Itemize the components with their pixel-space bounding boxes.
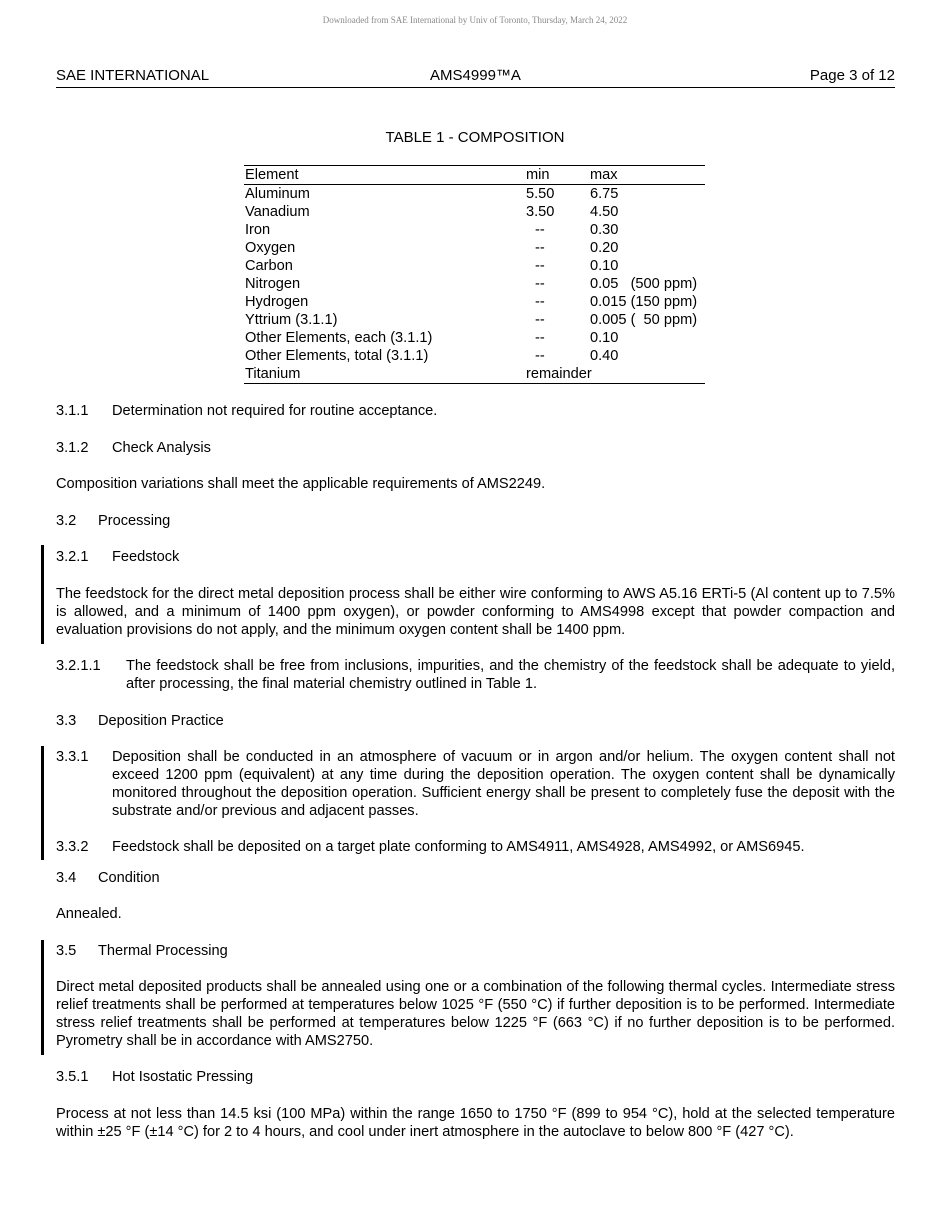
table-row <box>244 275 705 293</box>
section-title: Check Analysis <box>112 440 211 456</box>
element-name: Oxygen <box>245 240 296 256</box>
section-3-3-heading <box>56 712 895 730</box>
paragraph-3-2-1: The feedstock for the direct metal deposition process shall be either wire conforming to AWS A5.16 ERTi-5 (Al content up to 7.5% is allowed, and a minimum of 1400 ppm oxygen), or powder conforming to AMS4998 except that powder compaction and evaluation provisions do not apply, and the minimum oxygen content shall be 1400 ppm. <box>56 586 895 638</box>
element-name: Aluminum <box>245 186 310 202</box>
min-value: 3.50 <box>526 204 555 220</box>
column-header-min: min <box>526 167 550 183</box>
section-text: Determination not required for routine acceptance. <box>112 403 438 419</box>
section-number: 3.2.1.1 <box>56 658 101 674</box>
section-number: 3.2.1 <box>56 549 89 565</box>
table-row <box>244 365 705 383</box>
section-title: Thermal Processing <box>98 943 228 959</box>
section-number: 3.5.1 <box>56 1069 89 1085</box>
page-header <box>56 67 895 88</box>
table-header-row <box>244 166 705 185</box>
section-number: 3.4 <box>56 870 77 886</box>
section-number: 3.5 <box>56 943 77 959</box>
section-number: 3.1.2 <box>56 440 89 456</box>
section-title: Deposition Practice <box>98 713 224 729</box>
section-3-4-heading <box>56 869 895 887</box>
min-value: -- <box>535 330 545 346</box>
section-number: 3.1.1 <box>56 403 89 419</box>
table-row <box>244 293 705 311</box>
table-row <box>244 311 705 329</box>
min-value: -- <box>535 240 545 256</box>
section-title: Processing <box>98 513 171 529</box>
element-name: Carbon <box>245 258 293 274</box>
section-3-2-1-1 <box>56 657 895 693</box>
column-header-max: max <box>590 167 618 183</box>
section-text: The feedstock shall be free from inclusions, impurities, and the chemistry of the feedstock shall be adequate to yield, after processing, the final material chemistry outlined in Table 1. <box>126 658 895 692</box>
max-value: 0.10 <box>590 330 619 346</box>
min-value: 5.50 <box>526 186 555 202</box>
element-name: Other Elements, total (3.1.1) <box>245 348 429 364</box>
revision-change-bar <box>41 545 44 644</box>
max-value: 0.05 (500 ppm) <box>590 276 698 292</box>
section-title: Condition <box>98 870 160 886</box>
max-value: 0.015 (150 ppm) <box>590 294 698 310</box>
section-3-3-1 <box>56 748 895 820</box>
column-header-element: Element <box>245 167 299 183</box>
min-value: -- <box>535 276 545 292</box>
section-number: 3.3.2 <box>56 839 89 855</box>
table-row <box>244 203 705 221</box>
section-3-3-2 <box>56 838 895 856</box>
table-row <box>244 239 705 257</box>
element-name: Iron <box>245 222 271 238</box>
table-title: TABLE 1 - COMPOSITION <box>385 129 565 146</box>
max-value: 0.20 <box>590 240 619 256</box>
section-3-1-2-heading <box>56 439 895 457</box>
header-publisher: SAE INTERNATIONAL <box>56 67 210 84</box>
min-value: -- <box>535 222 545 238</box>
revision-change-bar <box>41 746 44 860</box>
table-row <box>244 221 705 239</box>
section-3-5-1-heading <box>56 1068 895 1086</box>
table-row <box>244 329 705 347</box>
element-name: Titanium <box>245 366 301 382</box>
min-value: -- <box>535 348 545 364</box>
revision-change-bar <box>41 940 44 1055</box>
section-number: 3.3 <box>56 713 77 729</box>
table-row <box>244 347 705 365</box>
max-value: 0.10 <box>590 258 619 274</box>
section-title: Feedstock <box>112 549 180 565</box>
header-document-id: AMS4999™A <box>430 67 521 84</box>
min-value: -- <box>535 312 545 328</box>
element-name: Vanadium <box>245 204 310 220</box>
section-number: 3.2 <box>56 513 77 529</box>
paragraph-3-1-2: Composition variations shall meet the applicable requirements of AMS2249. <box>56 476 546 492</box>
section-text: Deposition shall be conducted in an atmosphere of vacuum or in argon and/or helium. The oxygen content shall not exceed 1200 ppm (equivalent) at any time during the deposition operation. The oxygen content shall be dynamically monitored throughout the deposition operation. Sufficient energy shall be present to completely fuse the deposit with the substrate and/or previous and adjacent passes. <box>112 749 895 819</box>
element-name: Other Elements, each (3.1.1) <box>245 330 433 346</box>
section-3-5-heading <box>56 942 895 960</box>
max-value: 4.50 <box>590 204 619 220</box>
paragraph-3-4: Annealed. <box>56 906 122 922</box>
download-watermark: Downloaded from SAE International by Univ of Toronto, Thursday, March 24, 2022 <box>322 15 628 25</box>
element-name: Yttrium (3.1.1) <box>245 312 338 328</box>
max-value: 0.005 ( 50 ppm) <box>590 312 698 328</box>
section-title: Hot Isostatic Pressing <box>112 1069 254 1085</box>
section-number: 3.3.1 <box>56 749 89 765</box>
composition-table <box>244 165 705 384</box>
table-row <box>244 185 705 203</box>
section-text: Feedstock shall be deposited on a target plate conforming to AMS4911, AMS4928, AMS4992, or AMS6945. <box>112 839 805 855</box>
table-row <box>244 257 705 275</box>
min-value: -- <box>535 294 545 310</box>
max-value: 6.75 <box>590 186 619 202</box>
paragraph-3-5: Direct metal deposited products shall be annealed using one or a combination of the following thermal cycles. Intermediate stress relief treatments shall be performed at temperatures below 1025 °F (550 °C) if further deposition is to be performed. Intermediate stress relief treatments shall be performed at temperatures below 1225 °F (663 °C) if no further deposition is to be performed. Pyrometry shall be in accordance with AMS2750. <box>56 979 895 1049</box>
section-3-2-heading <box>56 512 895 530</box>
section-3-1-1 <box>56 402 895 420</box>
paragraph-3-5-1: Process at not less than 14.5 ksi (100 MPa) within the range 1650 to 1750 °F (899 to 954 °C), hold at the selected temperature within ±25 °F (±14 °C) for 2 to 4 hours, and cool under inert atmosphere in the autoclave to below 800 °F (427 °C). <box>56 1106 895 1140</box>
header-page-number: Page 3 of 12 <box>809 67 895 84</box>
max-value: 0.30 <box>590 222 619 238</box>
min-value: remainder <box>526 366 592 382</box>
element-name: Nitrogen <box>245 276 301 292</box>
section-3-2-1-heading <box>56 548 895 566</box>
max-value: 0.40 <box>590 348 619 364</box>
element-name: Hydrogen <box>245 294 309 310</box>
min-value: -- <box>535 258 545 274</box>
